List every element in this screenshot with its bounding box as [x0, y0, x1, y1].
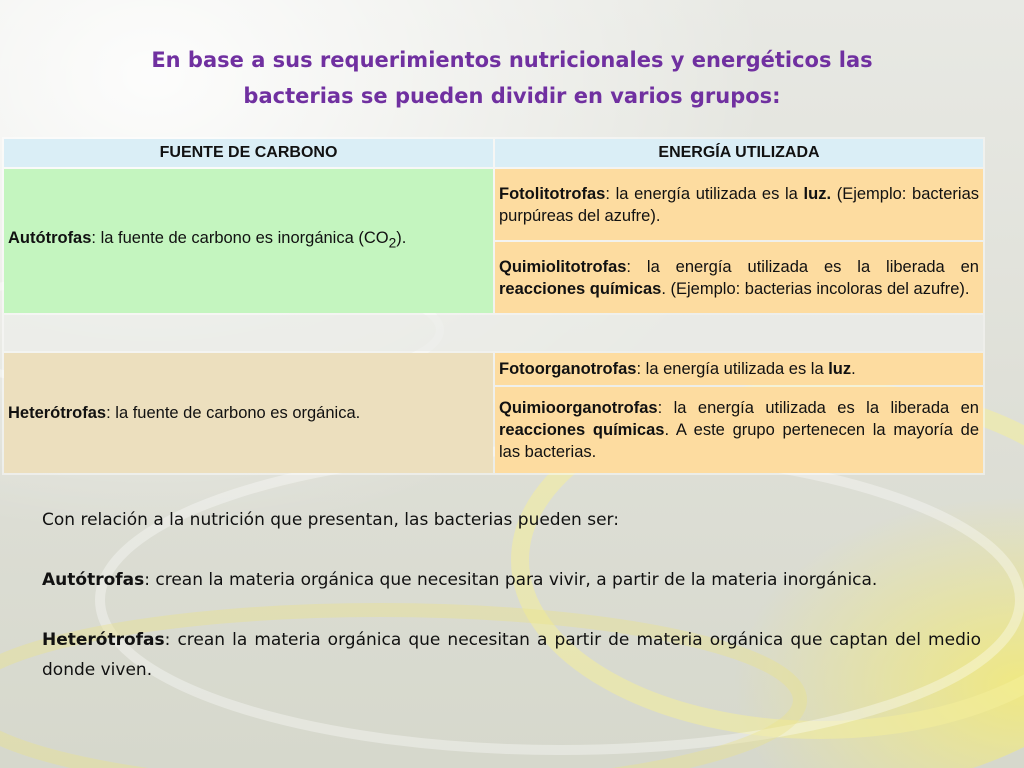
header-energy-used: ENERGÍA UTILIZADA: [495, 139, 983, 167]
cell-quimiolitotrofas: [495, 242, 983, 313]
term-fotoorganotrofas: Fotoorganotrofas: [499, 359, 637, 378]
autotrofas-paragraph-desc: : crean la materia orgánica que necesitan para vivir, a partir de la materia inorgánica.: [144, 570, 878, 590]
quimioorganotrofas-bold: reacciones químicas: [499, 420, 665, 439]
quimioorganotrofas-tail: . A este grupo pertenecen la mayoría de las bacterias.: [499, 420, 979, 461]
autotrofas-desc: : la fuente de carbono es inorgánica (CO: [91, 229, 389, 248]
slide-title: [60, 42, 964, 114]
slide-title-line-1: En base a sus requerimientos nutricionales y energéticos las: [151, 48, 873, 72]
quimiolitotrofas-tail: . (Ejemplo: bacterias incoloras del azufre).: [661, 279, 970, 298]
cell-autotrofas: [4, 169, 493, 313]
fotoorganotrofas-desc: : la energía utilizada es la: [636, 359, 829, 378]
table-row-autotrofas-1: [4, 169, 983, 240]
header-carbon-source: FUENTE DE CARBONO: [4, 139, 493, 167]
heterotrofas-desc: : la fuente de carbono es orgánica.: [106, 404, 361, 422]
fotolitotrofas-desc: : la energía utilizada es la: [605, 184, 804, 203]
intro-paragraph: Con relación a la nutrición que presentan, las bacterias pueden ser:: [42, 510, 619, 530]
autotrofas-paragraph: [42, 565, 981, 595]
term-fotolitotrofas: Fotolitotrofas: [499, 184, 606, 203]
quimiolitotrofas-bold: reacciones químicas: [499, 279, 662, 298]
fotoorganotrofas-bold: luz: [828, 359, 852, 378]
table-row-heterotrofas-1: [4, 353, 983, 385]
quimioorganotrofas-desc: : la energía utilizada es la liberada en: [657, 398, 979, 417]
quimiolitotrofas-desc: : la energía utilizada es la liberada en: [626, 257, 979, 276]
autotrofas-paragraph-term: Autótrofas: [42, 570, 145, 590]
term-autotrofas: Autótrofas: [8, 229, 92, 248]
fotolitotrofas-tail: (Ejemplo: bacterias purpúreas del azufre).: [499, 184, 980, 225]
cell-fotolitotrofas: [495, 169, 983, 240]
heterotrofas-paragraph: [42, 625, 981, 685]
autotrofas-tail: ).: [396, 229, 407, 248]
spacer-cell: [4, 315, 983, 351]
table-header-row: [4, 139, 983, 167]
table-row-spacer: [4, 315, 983, 351]
explanation-text: [42, 505, 981, 685]
cell-heterotrofas: [4, 353, 493, 473]
cell-fotoorganotrofas: [495, 353, 983, 385]
term-quimiolitotrofas: Quimiolitotrofas: [499, 257, 627, 276]
fotolitotrofas-bold: luz.: [803, 184, 832, 203]
term-heterotrofas: Heterótrofas: [8, 404, 107, 422]
slide-title-line-2: bacterias se pueden dividir en varios grupos:: [243, 84, 781, 108]
nutrition-groups-table: [2, 137, 985, 475]
cell-quimioorganotrofas: [495, 387, 983, 473]
fotoorganotrofas-tail: .: [851, 359, 856, 378]
heterotrofas-paragraph-term: Heterótrofas: [42, 630, 165, 650]
heterotrofas-paragraph-desc: : crean la materia orgánica que necesitan a partir de materia orgánica que captan del medio donde viven.: [42, 630, 981, 680]
co2-subscript: 2: [388, 235, 397, 251]
term-quimioorganotrofas: Quimioorganotrofas: [499, 398, 658, 417]
